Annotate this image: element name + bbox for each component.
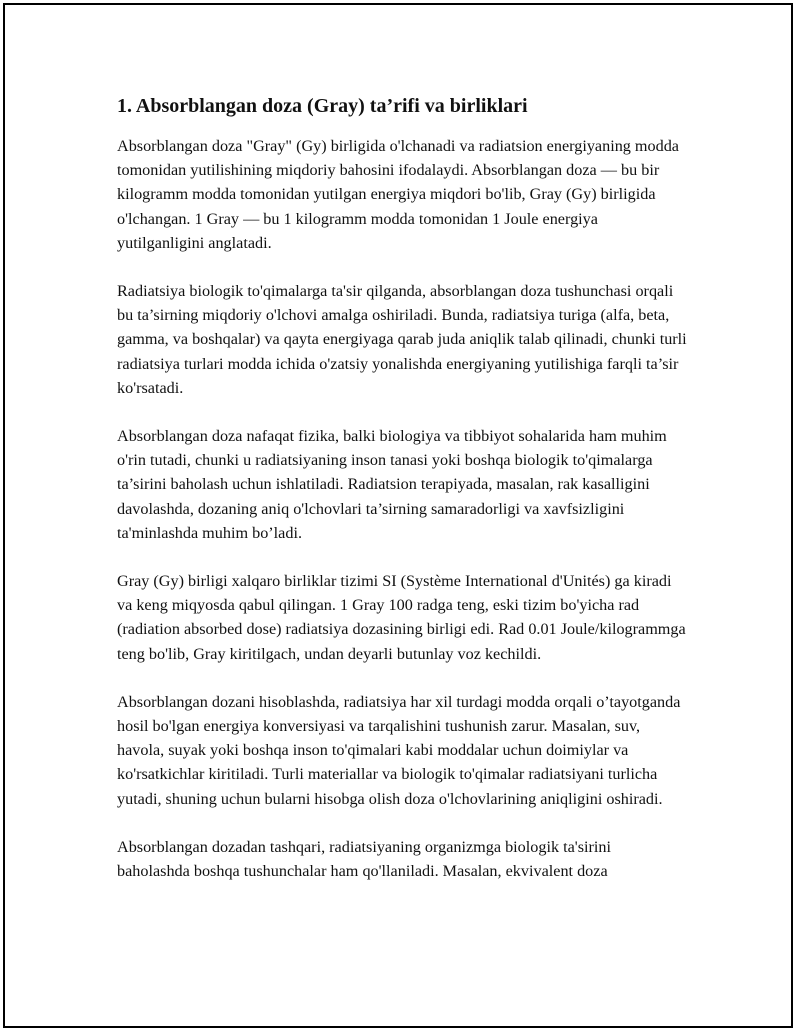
paragraph-3: Absorblangan doza nafaqat fizika, balki biologiya va tibbiyot sohalarida ham muhim o'rin tutadi, chunki u radiatsiyaning inson tanasi yoki boshqa biologik to'qimalarga ta’sirini baholash uchun ishlatiladi. Radiatsion terapiyada, masalan, rak kasalligini davolashda, dozaning aniq o'lchovlari ta’sirning samaradorligi va xavfsizligini ta'minlashda muhim bo’ladi. [117,427,667,542]
section-heading: 1. Absorblangan doza (Gray) ta’rifi va birliklari [117,95,528,117]
paragraph-6: Absorblangan dozadan tashqari, radiatsiyaning organizmga biologik ta'sirini baholashda boshqa tushunchalar ham qo'llaniladi. Masalan, ekvivalent doza [117,837,611,881]
paragraph-4: Gray (Gy) birligi xalqaro birliklar tizimi SI (Système International d'Unités) ga kiradi va keng miqyosda qabul qilingan. 1 Gray 100 radga teng, eski tizim bo'yicha rad (radiation absorbed dose) radiatsiya dozasining birligi edi. Rad 0.01 Joule/kilogrammga teng bo'lib, Gray kiritilgach, undan deyarli butunlay voz kechildi. [117,572,686,663]
paragraph-1: Absorblangan doza "Gray" (Gy) birligida o'lchanadi va radiatsion energiyaning modda tomonidan yutilishining miqdoriy bahosini ifodalaydi. Absorblangan doza — bu bir kilogramm modda tomonidan yutilgan energiya miqdori bo'lib, Gray (Gy) birligida o'lchangan. 1 Gray — bu 1 kilogramm modda tomonidan 1 Joule energiya yutilganligini anglatadi. [117,137,679,252]
document-body [117,92,687,907]
paragraph-5: Absorblangan dozani hisoblashda, radiatsiya har xil turdagi modda orqali o’tayotganda hosil bo'lgan energiya konversiyasi va tarqalishini tushunish zarur. Masalan, suv, havola, suyak yoki boshqa inson to'qimalari kabi moddalar uchun doimiylar va ko'rsatkichlar kiritiladi. Turli materiallar va biologik to'qimalar radiatsiyani turlicha yutadi, shuning uchun bularni hisobga olish doza o'lchovlarining aniqligini oshiradi. [117,692,681,808]
paragraph-2: Radiatsiya biologik to'qimalarga ta'sir qilganda, absorblangan doza tushunchasi orqali bu ta’sirning miqdoriy o'lchovi amalga oshiriladi. Bunda, radiatsiya turiga (alfa, beta, gamma, va boshqalar) va qayta energiyaga qarab juda aniqlik talab qilinadi, chunki turli radiatsiya turlari modda ichida o'zatsiy yonalishda energiyaning yutilishiga farqli ta’sir ko'rsatadi. [117,282,687,397]
